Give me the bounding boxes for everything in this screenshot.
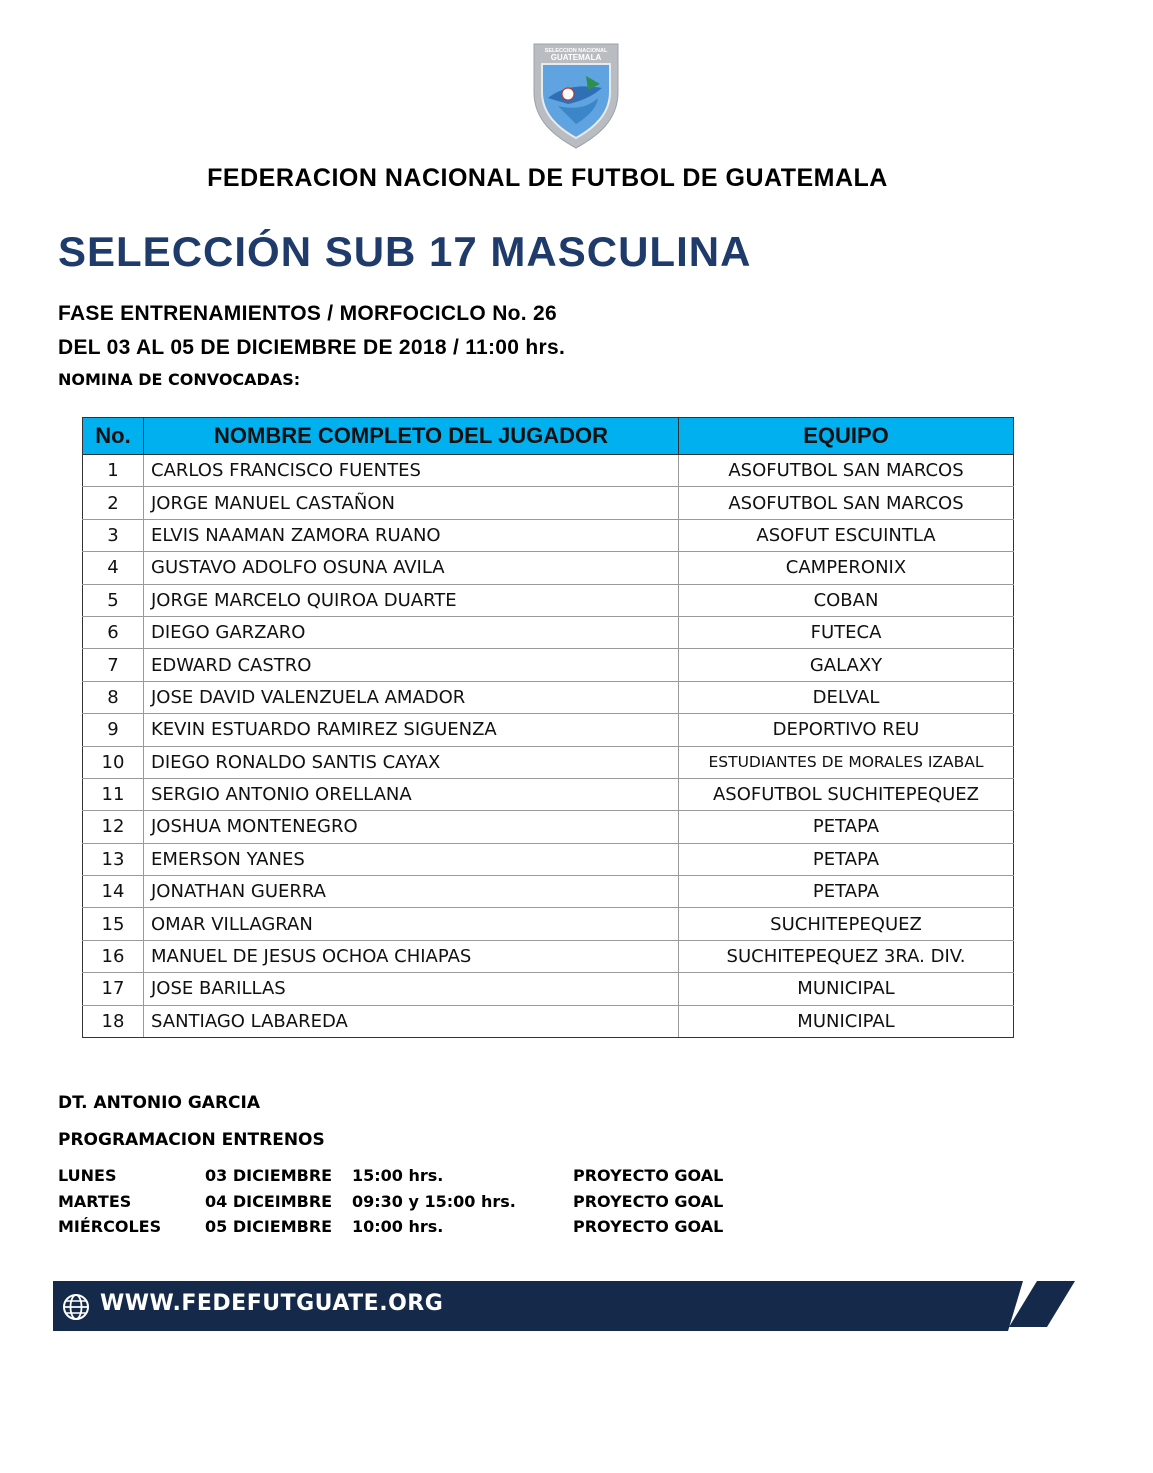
schedule-day: MARTES	[58, 1191, 132, 1211]
row-number: 8	[83, 681, 144, 713]
row-number: 18	[83, 1005, 144, 1037]
row-number: 4	[83, 552, 144, 584]
table-row	[83, 616, 1014, 648]
row-number: 6	[83, 616, 144, 648]
player-name: EDWARD CASTRO	[144, 649, 679, 681]
player-name: SERGIO ANTONIO ORELLANA	[144, 778, 679, 810]
row-number: 11	[83, 778, 144, 810]
schedule-place: PROYECTO GOAL	[573, 1166, 724, 1185]
schedule-date: 05 DICIEMBRE	[205, 1217, 333, 1236]
player-name: KEVIN ESTUARDO RAMIREZ SIGUENZA	[144, 714, 679, 746]
table-row	[83, 778, 1014, 810]
table-row	[83, 1005, 1014, 1037]
player-name: JORGE MANUEL CASTAÑON	[144, 487, 679, 519]
player-team: FUTECA	[679, 616, 1014, 648]
table-row	[83, 843, 1014, 875]
player-team: SUCHITEPEQUEZ	[679, 908, 1014, 940]
table-row	[83, 681, 1014, 713]
schedule-date: 04 DICEIMBRE	[205, 1191, 333, 1211]
table-row	[83, 519, 1014, 551]
table-row	[83, 940, 1014, 972]
dates-subtitle: DEL 03 AL 05 DE DICIEMBRE DE 2018 / 11:00 hrs.	[58, 336, 566, 359]
player-team: DELVAL	[679, 681, 1014, 713]
table-row	[83, 649, 1014, 681]
table-row	[83, 487, 1014, 519]
player-name: GUSTAVO ADOLFO OSUNA AVILA	[144, 552, 679, 584]
schedule-date: 03 DICIEMBRE	[205, 1166, 333, 1185]
player-name: JORGE MARCELO QUIROA DUARTE	[144, 584, 679, 616]
player-name: OMAR VILLAGRAN	[144, 908, 679, 940]
player-team: CAMPERONIX	[679, 552, 1014, 584]
schedule-title: PROGRAMACION ENTRENOS	[58, 1130, 325, 1150]
player-name: JOSE BARILLAS	[144, 973, 679, 1005]
player-name: DIEGO GARZARO	[144, 616, 679, 648]
page-title: SELECCIÓN SUB 17 MASCULINA	[58, 228, 752, 275]
player-team: COBAN	[679, 584, 1014, 616]
row-number: 10	[83, 746, 144, 778]
schedule-time: 15:00 hrs.	[352, 1166, 444, 1185]
player-team: ASOFUT ESCUINTLA	[679, 519, 1014, 551]
schedule-time: 10:00 hrs.	[352, 1217, 444, 1236]
player-name: JOSE DAVID VALENZUELA AMADOR	[144, 681, 679, 713]
player-name: SANTIAGO LABAREDA	[144, 1005, 679, 1037]
player-team: PETAPA	[679, 843, 1014, 875]
player-name: JOSHUA MONTENEGRO	[144, 811, 679, 843]
schedule-day: MIÉRCOLES	[58, 1217, 162, 1236]
player-name: EMERSON YANES	[144, 843, 679, 875]
logo-text-main: GUATEMALA	[550, 53, 602, 62]
player-team: GALAXY	[679, 649, 1014, 681]
website-link[interactable]: WWW.FEDEFUTGUATE.ORG	[100, 1291, 444, 1316]
player-team: ASOFUTBOL SAN MARCOS	[679, 487, 1014, 519]
table-row	[83, 973, 1014, 1005]
row-number: 15	[83, 908, 144, 940]
row-number: 17	[83, 973, 144, 1005]
player-team: SUCHITEPEQUEZ 3RA. DIV.	[679, 940, 1014, 972]
schedule-day: LUNES	[58, 1166, 117, 1185]
federation-logo	[528, 40, 624, 150]
player-name: DIEGO RONALDO SANTIS CAYAX	[144, 746, 679, 778]
nomina-label: NOMINA DE CONVOCADAS:	[58, 370, 301, 389]
player-name: CARLOS FRANCISCO FUENTES	[144, 455, 679, 487]
player-team: ASOFUTBOL SUCHITEPEQUEZ	[679, 778, 1014, 810]
player-team: ESTUDIANTES DE MORALES IZABAL	[679, 746, 1014, 778]
row-number: 7	[83, 649, 144, 681]
row-number: 1	[83, 455, 144, 487]
table-row	[83, 908, 1014, 940]
player-team: PETAPA	[679, 811, 1014, 843]
schedule-place: PROYECTO GOAL	[573, 1191, 724, 1211]
roster-table	[82, 417, 1014, 1038]
player-name: JONATHAN GUERRA	[144, 876, 679, 908]
player-team: ASOFUTBOL SAN MARCOS	[679, 455, 1014, 487]
federation-name: FEDERACION NACIONAL DE FUTBOL DE GUATEMALA	[207, 164, 888, 192]
player-team: DEPORTIVO REU	[679, 714, 1014, 746]
table-row	[83, 811, 1014, 843]
table-header-row	[83, 418, 1014, 455]
row-number: 3	[83, 519, 144, 551]
header-team: EQUIPO	[679, 418, 1014, 455]
table-row	[83, 552, 1014, 584]
logo-text-top: SELECCION NACIONAL	[544, 48, 608, 54]
table-row	[83, 584, 1014, 616]
table-row	[83, 714, 1014, 746]
globe-icon	[61, 1292, 91, 1322]
row-number: 12	[83, 811, 144, 843]
schedule-place: PROYECTO GOAL	[573, 1217, 724, 1236]
table-row	[83, 876, 1014, 908]
row-number: 9	[83, 714, 144, 746]
player-name: ELVIS NAAMAN ZAMORA RUANO	[144, 519, 679, 551]
header-name: NOMBRE COMPLETO DEL JUGADOR	[144, 418, 679, 455]
table-row	[83, 455, 1014, 487]
header-no: No.	[83, 418, 144, 455]
table-row	[83, 746, 1014, 778]
player-team: MUNICIPAL	[679, 1005, 1014, 1037]
schedule-time: 09:30 y 15:00 hrs.	[352, 1191, 516, 1211]
row-number: 5	[83, 584, 144, 616]
row-number: 14	[83, 876, 144, 908]
player-name: MANUEL DE JESUS OCHOA CHIAPAS	[144, 940, 679, 972]
coach-name: DT. ANTONIO GARCIA	[58, 1093, 261, 1113]
player-team: PETAPA	[679, 876, 1014, 908]
phase-subtitle: FASE ENTRENAMIENTOS / MORFOCICLO No. 26	[58, 302, 558, 325]
row-number: 13	[83, 843, 144, 875]
row-number: 16	[83, 940, 144, 972]
player-team: MUNICIPAL	[679, 973, 1014, 1005]
row-number: 2	[83, 487, 144, 519]
